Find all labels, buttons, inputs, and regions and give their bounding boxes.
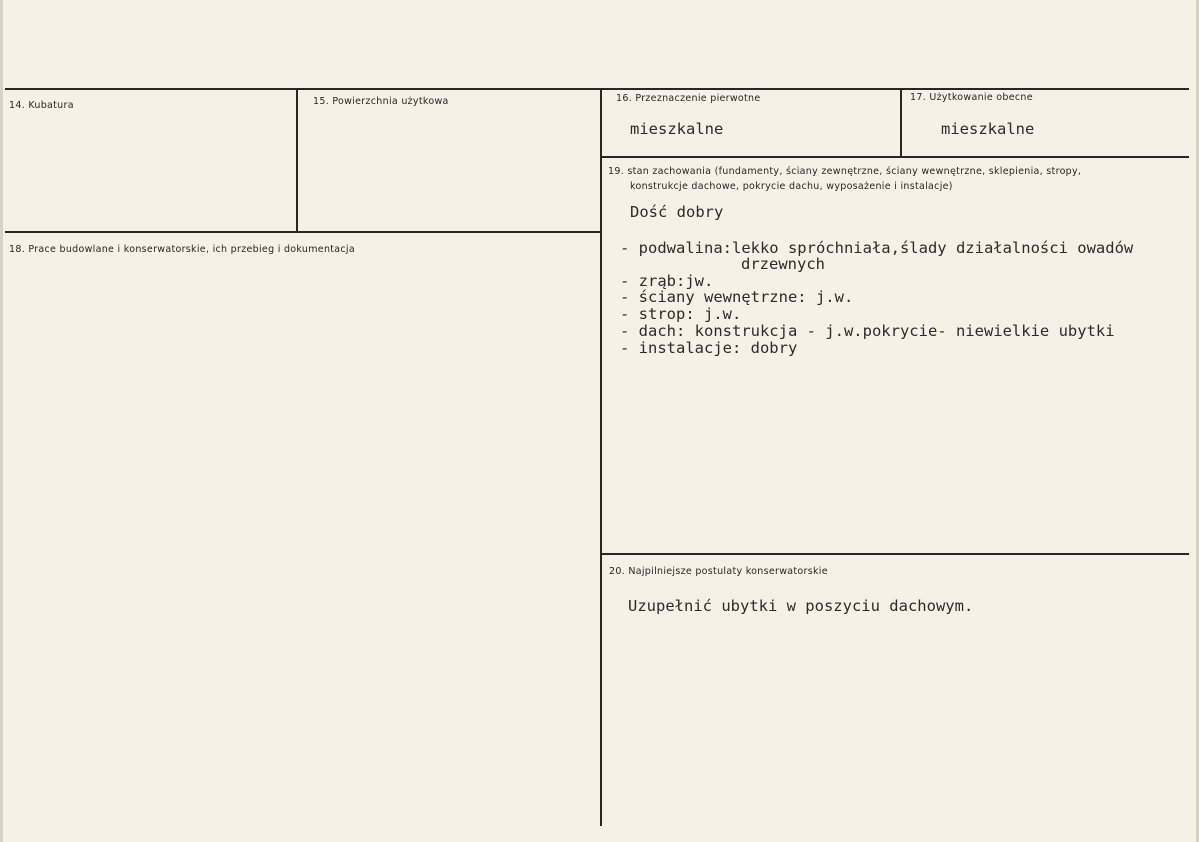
field-20-label: 20. Najpilniejsze postulaty konserwatorskie bbox=[609, 566, 828, 577]
field-19-label-line2: konstrukcje dachowe, pokrycie dachu, wyposażenie i instalacje) bbox=[630, 181, 953, 192]
rule-below-14-15 bbox=[5, 231, 601, 233]
field-19-item: - strop: j.w. bbox=[620, 305, 742, 323]
divider-16-17 bbox=[900, 88, 902, 156]
field-18-label: 18. Prace budowlane i konserwatorskie, ich przebieg i dokumentacja bbox=[9, 244, 355, 255]
field-17-label: 17. Użytkowanie obecne bbox=[910, 92, 1033, 103]
divider-main bbox=[600, 88, 602, 826]
field-17-value: mieszkalne bbox=[941, 120, 1035, 138]
rule-below-19 bbox=[601, 553, 1189, 555]
field-19-label-line1: 19. stan zachowania (fundamenty, ściany zewnętrzne, ściany wewnętrzne, sklepienia, stropy, bbox=[608, 166, 1082, 177]
field-19-item: - dach: konstrukcja - j.w.pokrycie- niewielkie ubytki bbox=[620, 322, 1115, 340]
field-19-item: - instalacje: dobry bbox=[620, 339, 798, 357]
field-19-item-continuation: drzewnych bbox=[741, 255, 825, 273]
field-19-item: - podwalina:lekko spróchniała,ślady działalności owadów bbox=[620, 239, 1134, 257]
field-15-label: 15. Powierzchnia użytkowa bbox=[313, 96, 449, 107]
field-19-item: - ściany wewnętrzne: j.w. bbox=[620, 288, 854, 306]
field-16-value: mieszkalne bbox=[630, 120, 724, 138]
rule-below-16-17 bbox=[601, 156, 1189, 158]
field-20-value: Uzupełnić ubytki w poszyciu dachowym. bbox=[628, 597, 974, 615]
field-19-item: - zrąb:jw. bbox=[620, 272, 714, 290]
field-19-summary: Dość dobry bbox=[630, 203, 724, 221]
divider-14-15 bbox=[296, 88, 298, 232]
top-rule bbox=[5, 88, 1189, 90]
field-14-label: 14. Kubatura bbox=[9, 100, 74, 111]
card-edge-left bbox=[0, 0, 3, 842]
field-16-label: 16. Przeznaczenie pierwotne bbox=[616, 93, 761, 104]
